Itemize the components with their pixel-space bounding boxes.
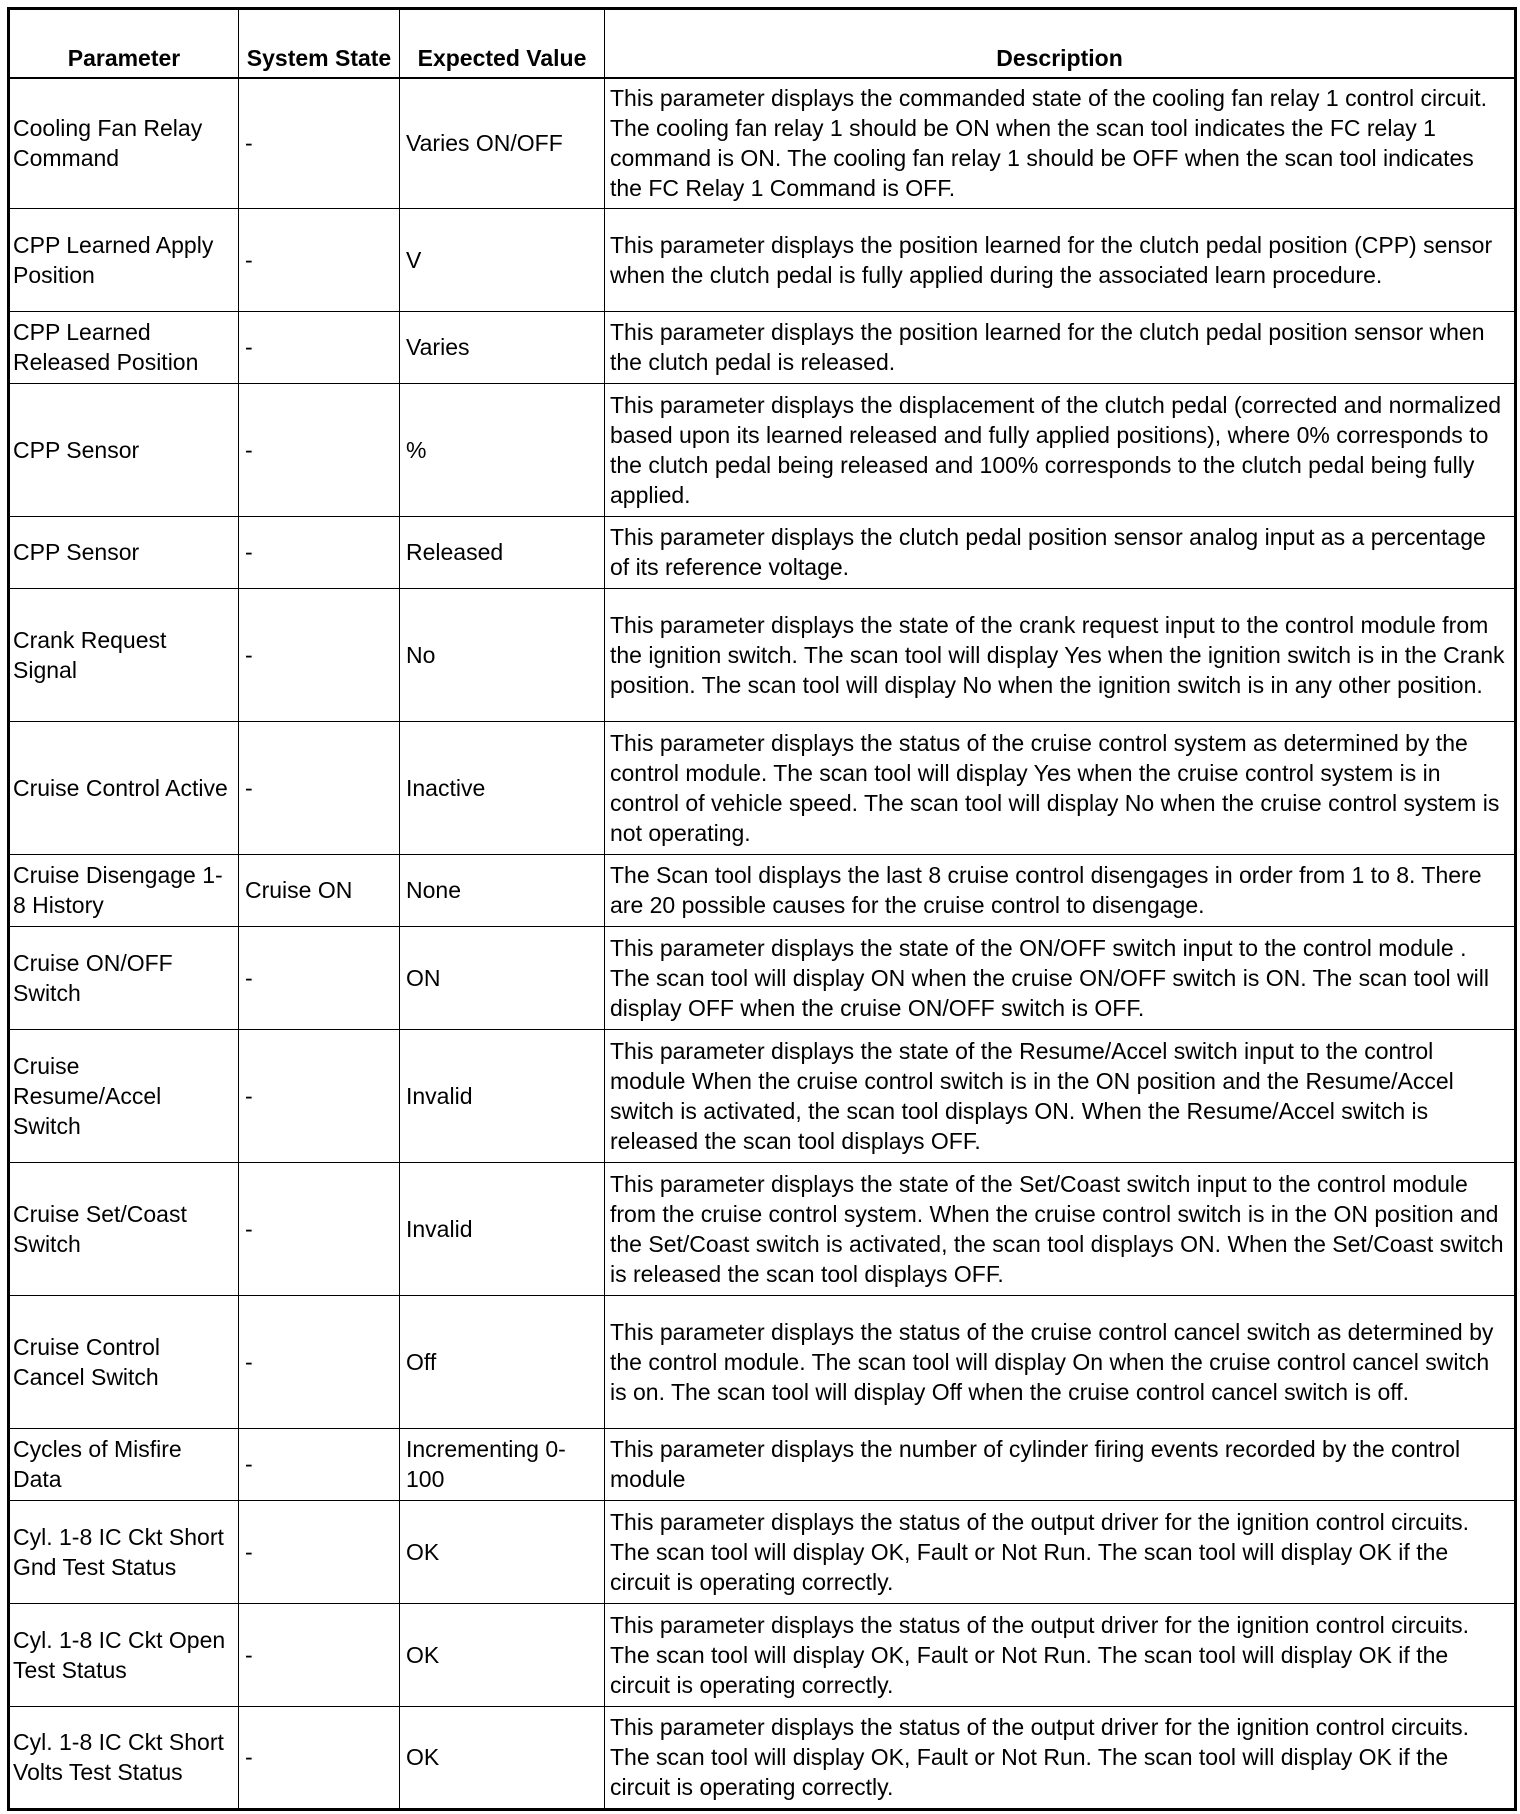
cell-system-state: - [239,312,400,384]
cell-description: This parameter displays the state of the Set/Coast switch input to the control module from the cruise control system. When the cruise control switch is in the ON position and the Set/Coast switch is activated, the scan tool displays ON. When the Set/Coast switch is released the scan tool displays OFF. [605,1163,1516,1296]
cell-parameter: Cruise Control Cancel Switch [9,1296,239,1429]
table-row [9,517,1516,589]
cell-expected-value: % [400,384,605,517]
cell-expected-value: V [400,209,605,312]
cell-system-state: - [239,1429,400,1501]
cell-expected-value: Incrementing 0-100 [400,1429,605,1501]
cell-system-state: - [239,927,400,1030]
cell-parameter: CPP Sensor [9,384,239,517]
cell-description: This parameter displays the state of the ON/OFF switch input to the control module . The scan tool will display ON when the cruise ON/OFF switch is ON. The scan tool will display OFF when the cruise ON/OFF switch is OFF. [605,927,1516,1030]
table-row [9,1163,1516,1296]
cell-system-state: - [239,1030,400,1163]
cell-description: This parameter displays the status of the output driver for the ignition control circuits. The scan tool will display OK, Fault or Not Run. The scan tool will display OK if the circuit is operating correctly. [605,1604,1516,1707]
table-row [9,722,1516,855]
table-row [9,1604,1516,1707]
cell-description: This parameter displays the number of cylinder firing events recorded by the control module [605,1429,1516,1501]
cell-system-state: - [239,78,400,209]
table-row [9,1429,1516,1501]
cell-description: This parameter displays the state of the Resume/Accel switch input to the control module When the cruise control switch is in the ON position and the Resume/Accel switch is activated, the scan tool displays ON. When the Resume/Accel switch is released the scan tool displays OFF. [605,1030,1516,1163]
cell-description: This parameter displays the status of the output driver for the ignition control circuits. The scan tool will display OK, Fault or Not Run. The scan tool will display OK if the circuit is operating correctly. [605,1707,1516,1810]
cell-parameter: CPP Learned Apply Position [9,209,239,312]
cell-expected-value: None [400,855,605,927]
header-expected-value: Expected Value [400,9,605,78]
cell-description: This parameter displays the position learned for the clutch pedal position (CPP) sensor when the clutch pedal is fully applied during the associated learn procedure. [605,209,1516,312]
cell-description: The Scan tool displays the last 8 cruise control disengages in order from 1 to 8. There are 20 possible causes for the cruise control to disengage. [605,855,1516,927]
cell-parameter: Cruise ON/OFF Switch [9,927,239,1030]
table-row [9,78,1516,209]
table-row [9,209,1516,312]
cell-system-state: - [239,1501,400,1604]
cell-parameter: Cyl. 1-8 IC Ckt Open Test Status [9,1604,239,1707]
header-row [9,9,1516,78]
cell-expected-value: Invalid [400,1163,605,1296]
cell-parameter: Cycles of Misfire Data [9,1429,239,1501]
table-row [9,312,1516,384]
cell-expected-value: ON [400,927,605,1030]
cell-expected-value: Invalid [400,1030,605,1163]
table-row [9,855,1516,927]
table-row [9,384,1516,517]
table-row [9,589,1516,722]
cell-system-state: - [239,384,400,517]
cell-description: This parameter displays the status of the cruise control system as determined by the control module. The scan tool will display Yes when the cruise control system is in control of vehicle speed. The scan tool will display No when the cruise control system is not operating. [605,722,1516,855]
cell-system-state: - [239,589,400,722]
cell-system-state: - [239,1707,400,1810]
header-parameter: Parameter [9,9,239,78]
cell-parameter: Cyl. 1-8 IC Ckt Short Volts Test Status [9,1707,239,1810]
cell-description: This parameter displays the state of the crank request input to the control module from the ignition switch. The scan tool will display Yes when the ignition switch is in the Crank position. The scan tool will display No when the ignition switch is in any other position. [605,589,1516,722]
cell-parameter: CPP Sensor [9,517,239,589]
cell-expected-value: Off [400,1296,605,1429]
cell-parameter: Cruise Control Active [9,722,239,855]
cell-description: This parameter displays the clutch pedal position sensor analog input as a percentage of its reference voltage. [605,517,1516,589]
table-row [9,1296,1516,1429]
cell-expected-value: OK [400,1604,605,1707]
cell-expected-value: Inactive [400,722,605,855]
cell-system-state: - [239,722,400,855]
cell-system-state: - [239,1296,400,1429]
table-body [9,78,1516,1810]
cell-description: This parameter displays the displacement of the clutch pedal (corrected and normalized based upon its learned released and fully applied positions), where 0% corresponds to the clutch pedal being released and 100% corresponds to the clutch pedal being fully applied. [605,384,1516,517]
cell-description: This parameter displays the status of the cruise control cancel switch as determined by the control module. The scan tool will display On when the cruise control cancel switch is on. The scan tool will display Off when the cruise control cancel switch is off. [605,1296,1516,1429]
cell-parameter: CPP Learned Released Position [9,312,239,384]
cell-system-state: - [239,1163,400,1296]
cell-parameter: Cruise Resume/Accel Switch [9,1030,239,1163]
table-row [9,1501,1516,1604]
table-row [9,1030,1516,1163]
cell-system-state: - [239,209,400,312]
table-row [9,927,1516,1030]
cell-parameter: Cruise Set/Coast Switch [9,1163,239,1296]
cell-parameter: Cyl. 1-8 IC Ckt Short Gnd Test Status [9,1501,239,1604]
header-description: Description [605,9,1516,78]
cell-system-state: - [239,517,400,589]
cell-description: This parameter displays the commanded state of the cooling fan relay 1 control circuit. The cooling fan relay 1 should be ON when the scan tool indicates the FC relay 1 command is ON. The cooling fan relay 1 should be OFF when the scan tool indicates the FC Relay 1 Command is OFF. [605,78,1516,209]
cell-expected-value: OK [400,1707,605,1810]
cell-parameter: Cruise Disengage 1-8 History [9,855,239,927]
cell-parameter: Crank Request Signal [9,589,239,722]
cell-parameter: Cooling Fan Relay Command [9,78,239,209]
cell-expected-value: Varies ON/OFF [400,78,605,209]
header-system-state: System State [239,9,400,78]
cell-expected-value: Released [400,517,605,589]
cell-description: This parameter displays the status of the output driver for the ignition control circuits. The scan tool will display OK, Fault or Not Run. The scan tool will display OK if the circuit is operating correctly. [605,1501,1516,1604]
parameter-table [7,7,1517,1811]
cell-system-state: - [239,1604,400,1707]
cell-system-state: Cruise ON [239,855,400,927]
table-header [9,9,1516,78]
table-row [9,1707,1516,1810]
cell-expected-value: No [400,589,605,722]
cell-expected-value: Varies [400,312,605,384]
cell-description: This parameter displays the position learned for the clutch pedal position sensor when the clutch pedal is released. [605,312,1516,384]
cell-expected-value: OK [400,1501,605,1604]
